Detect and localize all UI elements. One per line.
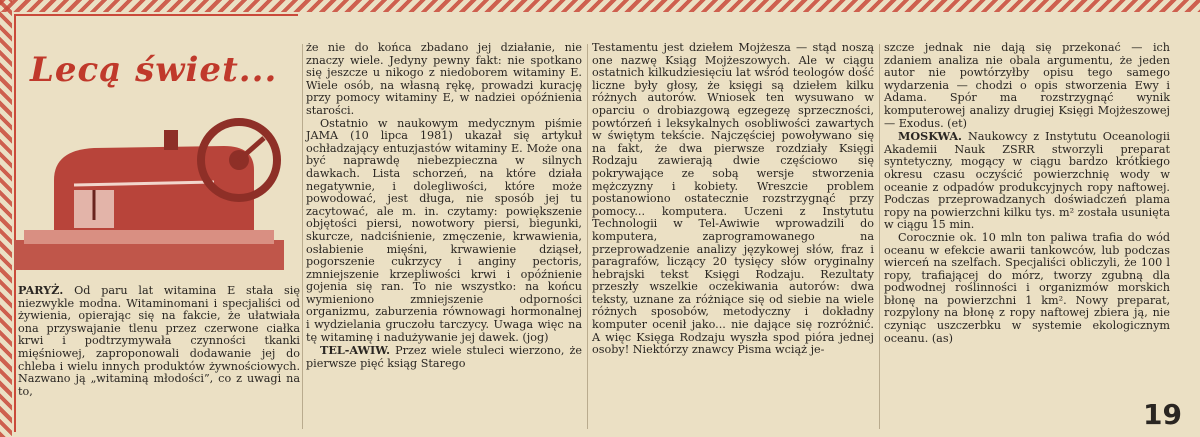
article-column-4 [884, 42, 1170, 345]
dateline: PARYŻ. [18, 283, 64, 297]
article-paragraph: Ostatnio w naukowym medycznym piśmie JAMA (10 lipca 1981) ukazał się artykuł ochładzający entuzjastów witaminy E. Może ona być naprawdę niebezpieczna w silnych dawkach. Lista schorzeń, na które działa negatywnie, i dolegliwości, które może powodować, jest długa, nie sposób jej tu zacytować, ale m. in. czytamy: powiększenie objętości piersi, nowotwory piersi, biegunki, skurcze, nadciśnienie, zmęczenie, krwawienia, osłabienie mięśni, krwawienie dziąseł, pogorszenie cukrzycy i anginy pectoris, zmniejszenie krzepliwości krwi i opóźnienie gojenia się ran. To nie wszystko: na końcu wymieniono zmniejszenie odporności organizmu, zaburzenia równowagi hormonalnej i wydzielania gruczołu tarczycy. Uwaga więc na tę witaminę i nadużywanie jej dawek. (jog) [306, 116, 582, 344]
paragraph-text: Naukowcy z Instytutu Oceanologii Akademii Nauk ZSRR stworzyli preparat syntetyczny, mogący w ciągu bardzo krótkiego okresu czasu oczyścić powierzchnię wody w oceanie z odpadów produkcyjnych ropy naftowej. Podczas przeprowadzanych doświadczeń plama ropy na powierzchni kilku tys. m² została usunięta w ciągu 15 min. [884, 130, 1170, 232]
paragraph-text: Od paru lat witamina E stała się niezwykle modna. Witaminomani i specjaliści od żywienia, opierając się na fakcie, że ułatwiała ona przyswajanie tlenu przez czerwone ciałka krwi i podtrzymywała czynności tkanki mięśniowej, zaproponowali dodawanie jej do chleba i wielu innych produktów żywnościowych. Nazwano ją „witaminą młodości”, co z uwagi na to, [18, 284, 300, 398]
dateline: MOSKWA. [898, 129, 962, 144]
sewing-machine-illustration [14, 90, 302, 278]
article-paragraph [884, 130, 1170, 232]
paragraph-text: Przez wiele stuleci wierzono, że pierwsze pięć ksiąg Starego [306, 344, 582, 370]
decorative-border-left [0, 0, 12, 437]
article-paragraph [306, 344, 582, 370]
article-paragraph: że nie do końca zbadano jej działanie, nie znaczy wiele. Jedyny pewny fakt: nie spotkano się jeszcze u nikogo z niedoborem witaminy E. Wiele osób, na własną rękę, prowadzi kurację przy pomocy witaminy E, w nadziei opóźnienia starości. [306, 41, 582, 117]
article-paragraph: Corocznie ok. 10 mln ton paliwa trafia do wód oceanu w efekcie awarii tankowców, lub podczas wierceń na szelfach. Specjaliści obliczyli, że 100 l ropy, trafiającej do mórz, tworzy zgubną dla podwodnej roślinności i organizmów morskich błonę na powierzchni 1 km². Nowy preparat, rozpylony na błonę z ropy naftowej zbiera ją, nie czyniąc uszczerbku w systemie ekologicznym oceanu. (as) [884, 230, 1170, 345]
decorative-border-top [0, 0, 1200, 12]
dateline: TEL-AWIW. [320, 343, 390, 358]
column-rule [302, 44, 303, 429]
article-column-1 [18, 284, 300, 398]
article-paragraph: Testamentu jest dziełem Mojżesza — stąd noszą one nazwę Ksiąg Mojżeszowych. Ale w ciągu ostatnich kilkudziesięciu lat wśród teologów dość liczne były głosy, że księgi są dziełem kilku różnych autorów. Wniosek ten wysuwano w oparciu o drobiazgową egzegezę sprzeczności, powtórzeń i leksykalnych osobliwości zawartych w świętym tekście. Najczęściej powoływano się na fakt, że dwa pierwsze rozdziały Księgi Rodzaju zawierają dwie częściowo się pokrywające ze sobą wersje stworzenia mężczyzny i kobiety. Wreszcie problem postanowiono ostatecznie rozstrzygnąć przy pomocy... komputera. Uczeni z Instytutu Technologii w Tel-Awiwie wprowadzili do komputera, zaprogramowanego na przeprowadzenie analizy językowej słów, fraz i paragrafów, liczący 20 tysięcy słów oryginalny hebrajski tekst Księgi Rodzaju. Rezultaty przeszły wszelkie oczekiwania autorów: dwa teksty, uznane za różniące się od siebie na wiele różnych sposobów, metodyczny i dokładny komputer ocenił jako... nie dające się rozróżnić. A więc Księga Rodzaju wyszła spod pióra jednej osoby! Niektórzy znawcy Pisma wciąż je- [592, 41, 874, 357]
article-column-3 [592, 42, 874, 357]
column-rule [879, 44, 880, 429]
article-paragraph: szcze jednak nie dają się przekonać — ich zdaniem analiza nie obala argumentu, że jeden autor nie powtórzyłby opisu tego samego wydarzenia — chodzi o opis stworzenia Ewy i Adama. Spór ma rozstrzygnąć wynik komputerowej analizy drugiej Księgi Mojżeszowej — Exodus. (et) [884, 41, 1170, 130]
box-frame-top [14, 14, 298, 16]
column-title: Lecą świet... [30, 50, 278, 90]
article-column-2 [306, 42, 582, 370]
article-paragraph [18, 284, 300, 398]
column-rule [587, 44, 588, 429]
page-number: 19 [1143, 398, 1182, 431]
